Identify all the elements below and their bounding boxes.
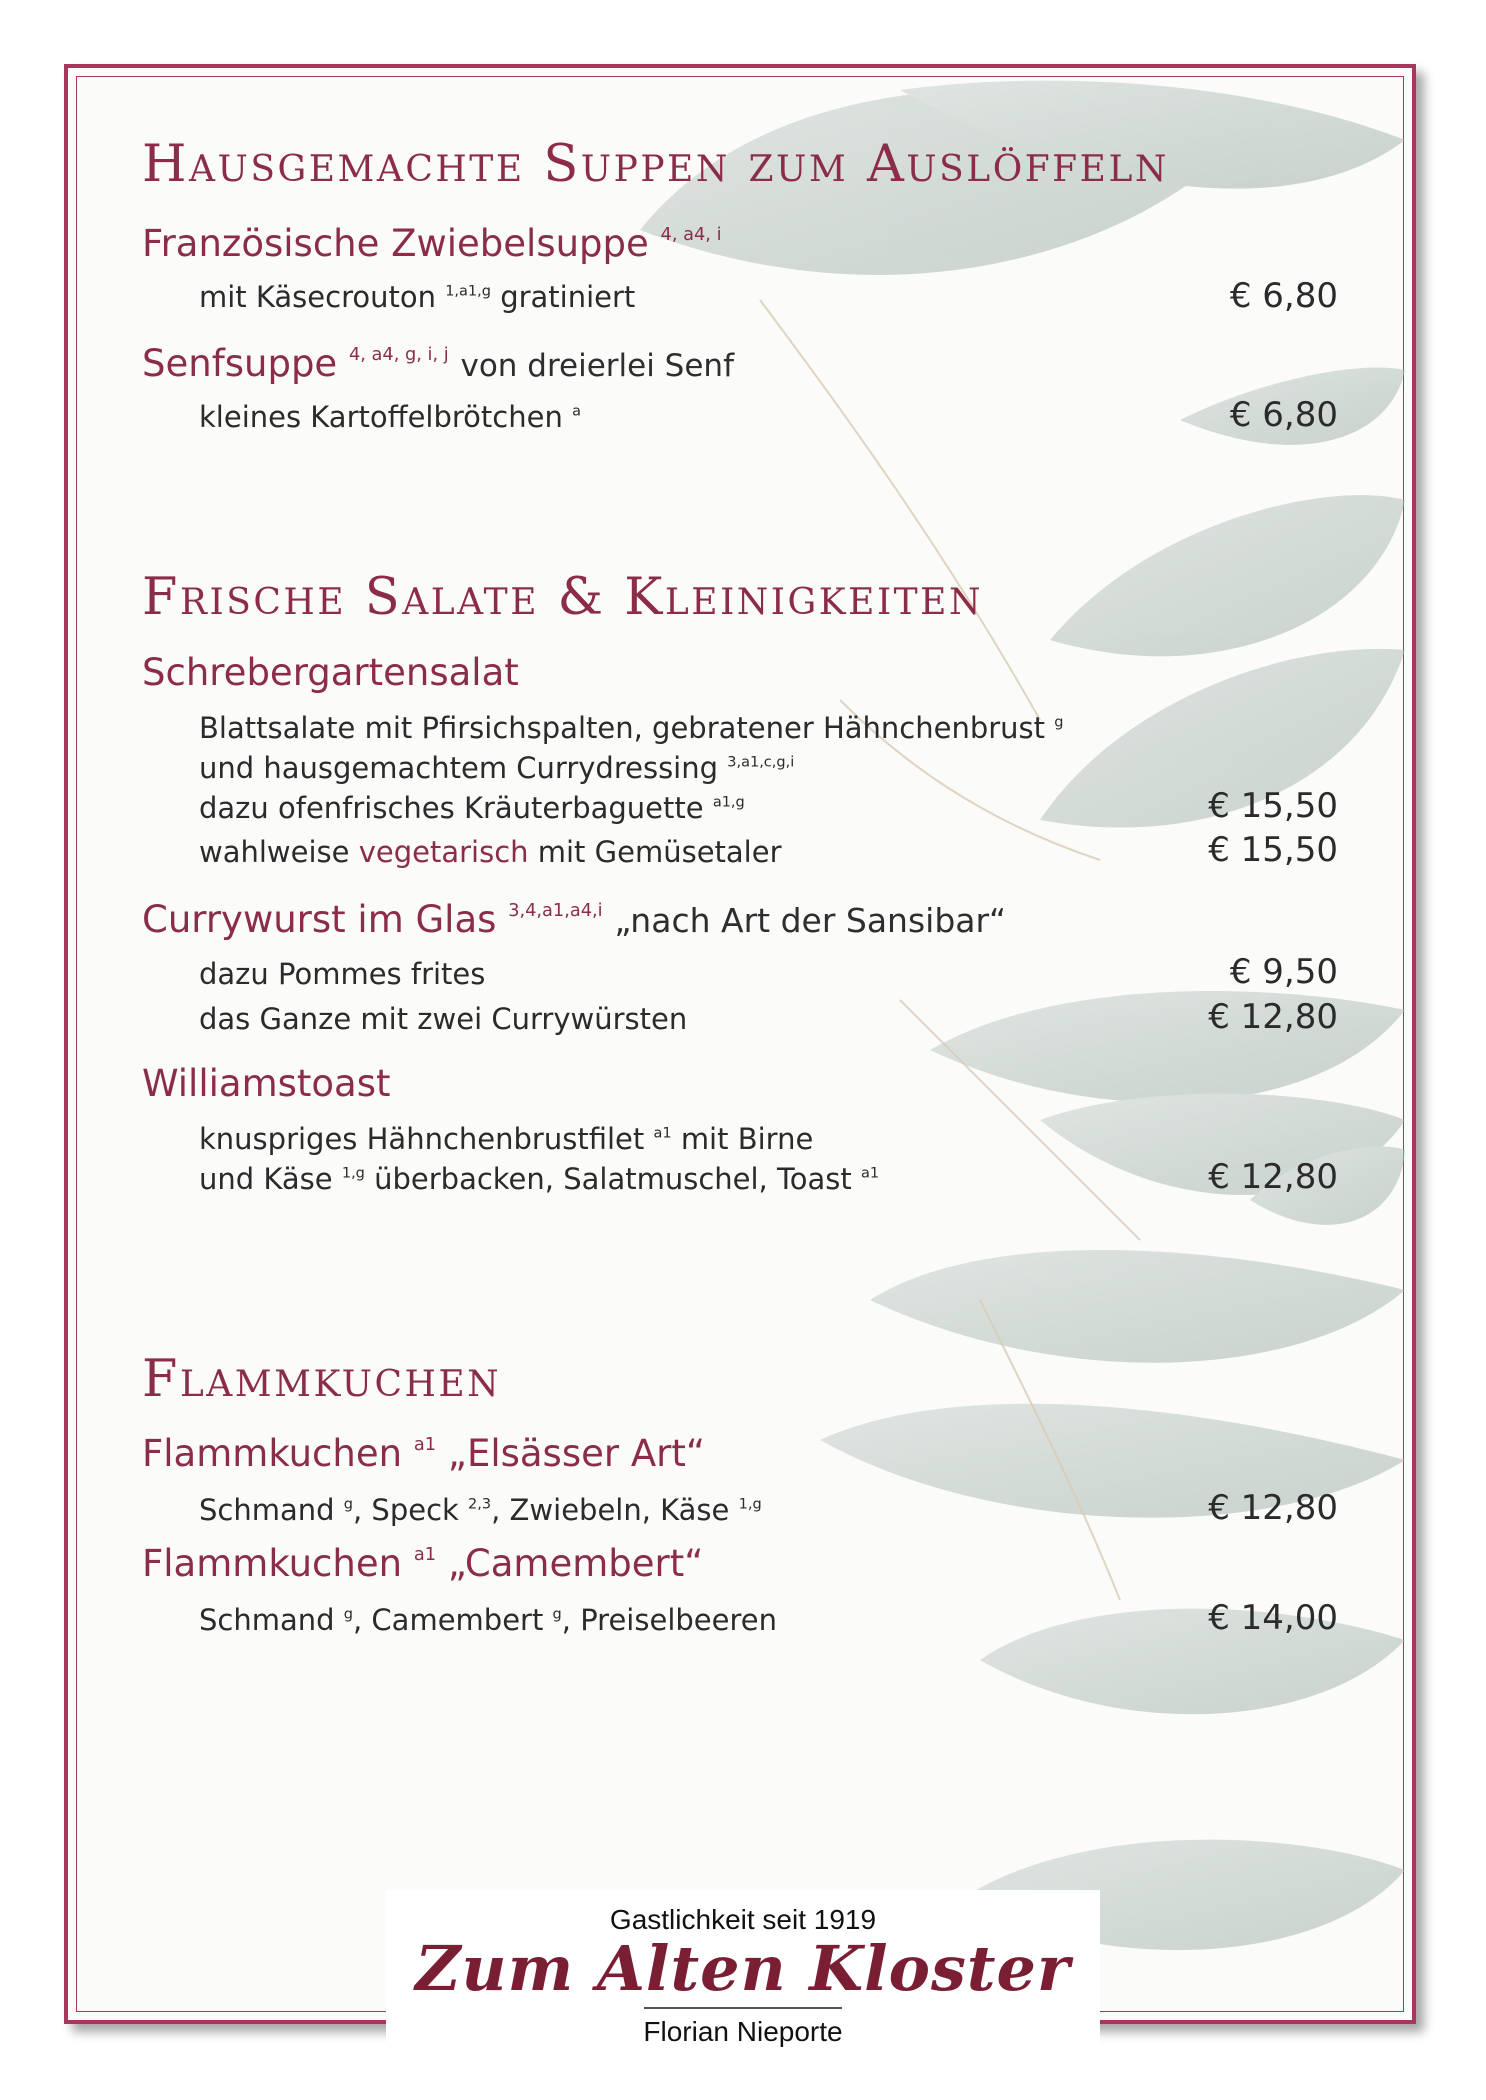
desc-text: , Camembert <box>352 1603 544 1637</box>
desc-text: knuspriges Hähnchenbrustfilet <box>199 1122 645 1156</box>
dish-flammkuchen-camembert <box>142 1542 703 1585</box>
dish-name: Williamstoast <box>142 1062 391 1105</box>
desc-text: , Preiselbeeren <box>561 1603 777 1637</box>
desc-text: Schmand <box>199 1603 335 1637</box>
dish-description <box>199 1002 687 1036</box>
desc-text: wahlweise <box>199 835 350 869</box>
allergen-codes: g <box>343 1606 353 1623</box>
allergen-codes: 1,g <box>341 1165 365 1182</box>
dish-description <box>199 791 745 825</box>
desc-text: und hausgemachtem Currydressing <box>199 751 719 785</box>
allergen-codes: a1 <box>413 1435 437 1456</box>
allergen-codes: a1 <box>653 1125 672 1142</box>
dish-zwiebelsuppe <box>142 222 722 265</box>
dish-name: Schrebergartensalat <box>142 651 519 694</box>
dish-description <box>199 1162 879 1196</box>
allergen-codes: g <box>552 1606 562 1623</box>
dish-flammkuchen-elsaesser <box>142 1432 705 1475</box>
dish-description <box>199 711 1063 745</box>
price: € 9,50 <box>1229 952 1338 992</box>
allergen-codes: 4, a4, i <box>660 225 722 246</box>
price: € 6,80 <box>1229 276 1338 316</box>
allergen-codes: a1 <box>413 1545 437 1566</box>
vegetarian-label: vegetarisch <box>358 835 529 869</box>
dish-name: Currywurst im Glas <box>142 898 497 941</box>
desc-text: mit Gemüsetaler <box>537 835 782 869</box>
logo-divider <box>644 2007 842 2009</box>
desc-text: Blattsalate mit Pfirsichspalten, gebratener Hähnchenbrust <box>199 711 1046 745</box>
desc-text: kleines Kartoffelbrötchen <box>199 400 563 434</box>
dish-subtitle: „Camembert“ <box>447 1542 704 1585</box>
desc-text: dazu ofenfrisches Kräuterbaguette <box>199 791 704 825</box>
allergen-codes: a1,g <box>712 794 745 811</box>
price: € 15,50 <box>1208 830 1338 870</box>
desc-text: mit Käsecrouton <box>199 280 436 314</box>
dish-subtitle: „nach Art der Sansibar“ <box>614 901 1007 940</box>
allergen-codes: 2,3 <box>468 1496 492 1513</box>
dish-subtitle: „Elsässer Art“ <box>447 1432 706 1475</box>
desc-text: das Ganze mit zwei Currywürsten <box>199 1002 688 1036</box>
dish-name: Französische Zwiebelsuppe <box>142 222 649 265</box>
footer-logo <box>386 1890 1100 2100</box>
allergen-codes: 3,a1,c,g,i <box>727 754 795 771</box>
footer-tagline: Gastlichkeit seit 1919 <box>609 1904 877 1935</box>
section-title-salads: Frische Salate & Kleinigkeiten <box>142 568 983 627</box>
footer-owner: Florian Nieporte <box>643 2016 843 2047</box>
desc-text: mit Birne <box>680 1122 814 1156</box>
desc-text: , Zwiebeln, Käse <box>491 1493 730 1527</box>
price: € 6,80 <box>1229 395 1338 435</box>
dish-description <box>199 751 794 785</box>
dish-description <box>199 1493 762 1527</box>
dish-description <box>199 1603 777 1637</box>
allergen-codes: 4, a4, g, i, j <box>348 345 449 366</box>
allergen-codes: g <box>343 1496 353 1513</box>
allergen-codes: a <box>572 403 581 420</box>
desc-text: Schmand <box>199 1493 335 1527</box>
section-title-soups: Hausgemachte Suppen zum Auslöffeln <box>142 135 1169 194</box>
dish-schrebergartensalat <box>142 651 519 694</box>
allergen-codes: a1 <box>860 1165 880 1182</box>
dish-subtitle: von dreierlei Senf <box>460 348 734 384</box>
price: € 12,80 <box>1208 997 1338 1037</box>
dish-description <box>199 1122 813 1156</box>
desc-text: gratiniert <box>500 280 636 314</box>
section-title-flammkuchen: Flammkuchen <box>142 1350 502 1409</box>
restaurant-logo: Zum Alten Kloster <box>415 1932 1071 2005</box>
desc-text: dazu Pommes frites <box>199 957 486 991</box>
price: € 12,80 <box>1208 1157 1338 1197</box>
desc-text: überbacken, Salatmuschel, Toast <box>374 1162 852 1196</box>
allergen-codes: g <box>1054 714 1064 731</box>
allergen-codes: 1,a1,g <box>445 283 491 300</box>
dish-description <box>199 280 635 314</box>
dish-name: Flammkuchen <box>142 1542 403 1585</box>
desc-text: , Speck <box>352 1493 459 1527</box>
price: € 15,50 <box>1208 786 1338 826</box>
dish-currywurst <box>142 898 1006 941</box>
price: € 14,00 <box>1208 1598 1338 1638</box>
dish-name: Senfsuppe <box>142 342 338 385</box>
dish-senfsuppe <box>142 342 734 385</box>
desc-text: und Käse <box>199 1162 333 1196</box>
dish-description <box>199 835 782 869</box>
allergen-codes: 3,4,a1,a4,i <box>508 901 603 922</box>
price: € 12,80 <box>1208 1488 1338 1528</box>
dish-name: Flammkuchen <box>142 1432 403 1475</box>
allergen-codes: 1,g <box>738 1496 762 1513</box>
dish-description <box>199 400 581 434</box>
dish-description <box>199 957 485 991</box>
dish-williamstoast <box>142 1062 391 1105</box>
